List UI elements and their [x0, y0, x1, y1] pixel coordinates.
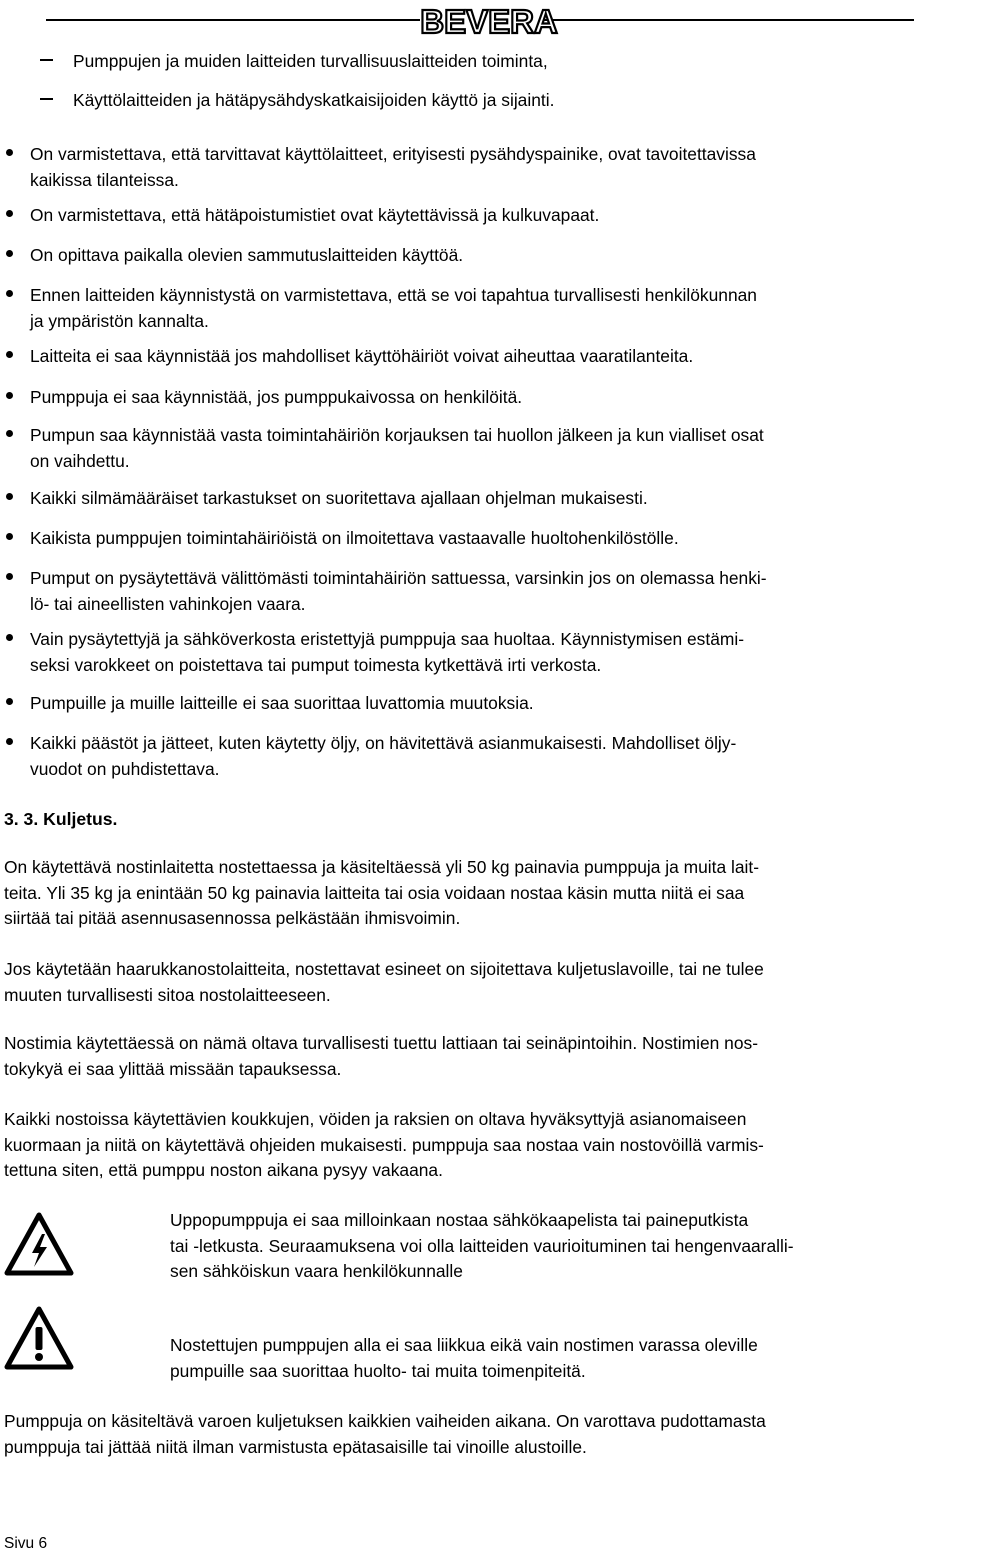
bullet-dot: [6, 533, 13, 540]
bullet-text: Kaikista pumppujen toimintahäiriöistä on ilmoitettava vastaavalle huoltohenkilöstölle.: [30, 528, 679, 548]
bullet-text: Pumppuja ei saa käynnistää, jos pumppukaivossa on henkilöitä.: [30, 387, 523, 407]
bullet-dot: [6, 634, 13, 641]
bullet-dot: [6, 738, 13, 745]
bullet-text: Ennen laitteiden käynnistystä on varmistettava, että se voi tapahtua turvallisesti henkilökunnan ja ympäristön kannalta.: [30, 285, 757, 331]
paragraph: On käytettävä nostinlaitetta nostettaessa ja käsiteltäessä yli 50 kg painavia pumppuja ja muita lait- teita. Yli 35 kg ja enintään 50 kg painavia laitteita tai osia voidaan nostaa käsin mutta niitä ei saa siirtää tai pitää asennusasennossa pelkästään ihmisvoimin.: [4, 857, 759, 928]
bullet-dot: [6, 392, 13, 399]
bullet-dot: [6, 430, 13, 437]
paragraph: Kaikki nostoissa käytettävien koukkujen, vöiden ja raksien on oltava hyväksyttyjä asianomaiseen kuormaan ja niitä on käytettävä ohjeiden mukaisesti. pumppuja saa nostaa vain nostovöillä varmis- tettuna siten, että pumppu noston aikana pysyy vakaana.: [4, 1109, 764, 1180]
electrical-hazard-icon: [4, 1212, 74, 1276]
dash-marker: [40, 59, 53, 61]
bullet-text: Laitteita ei saa käynnistää jos mahdolliset käyttöhäiriöt voivat aiheuttaa vaaratilanteita.: [30, 346, 694, 366]
header-rule-left: [46, 19, 420, 21]
section-heading: 3. 3. Kuljetus.: [4, 809, 118, 829]
paragraph: Jos käytetään haarukkanostolaitteita, nostettavat esineet on sijoitettava kuljetuslavoille, tai ne tulee muuten turvallisesti sitoa nostolaitteeseen.: [4, 959, 764, 1005]
dash-item-text: Pumppujen ja muiden laitteiden turvallisuuslaitteiden toiminta,: [73, 51, 548, 71]
bullet-dot: [6, 573, 13, 580]
bullet-dot: [6, 210, 13, 217]
bevera-logo: [420, 3, 558, 40]
bullet-text: Vain pysäytettyjä ja sähköverkosta eristettyjä pumppuja saa huoltaa. Käynnistymisen estämi- seksi varokkeet on poistettava tai pumput toimesta kytkettävä irti verkosta.: [30, 629, 745, 675]
svg-text:BEVERA: BEVERA: [420, 3, 558, 40]
final-paragraph: Pumppuja on käsiteltävä varoen kuljetuksen kaikkien vaiheiden aikana. On varottava pudottamasta pumppuja tai jättää niitä ilman varmistusta epätasaisille tai vinoille alustoille.: [4, 1411, 766, 1457]
bullet-dot: [6, 290, 13, 297]
warning-text-electrical: Uppopumppuja ei saa milloinkaan nostaa sähkökaapelista tai paineputkista tai -letkusta. Seuraamuksena voi olla laitteiden vaurioituminen tai hengenvaaralli- sen sähköiskun vaara henkilökunnalle: [170, 1210, 794, 1281]
bullet-text: On opittava paikalla olevien sammutuslaitteiden käyttöä.: [30, 245, 464, 265]
bullet-text: On varmistettava, että hätäpoistumistiet ovat käytettävissä ja kulkuvapaat.: [30, 205, 600, 225]
bullet-text: Pumpun saa käynnistää vasta toimintahäiriön korjauksen tai huollon jälkeen ja kun vialliset osat on vaihdettu.: [30, 425, 764, 471]
paragraph: Nostimia käytettäessä on nämä oltava turvallisesti tuettu lattiaan tai seinäpintoihin. Nostimien nos- tokykyä ei saa ylittää missään tapauksessa.: [4, 1033, 758, 1079]
header-rule-right: [540, 19, 914, 21]
bullet-dot: [6, 149, 13, 156]
bullet-dot: [6, 351, 13, 358]
bullet-text: Kaikki silmämääräiset tarkastukset on suoritettava ajallaan ohjelman mukaisesti.: [30, 488, 648, 508]
bullet-text: Kaikki päästöt ja jätteet, kuten käytetty öljy, on hävitettävä asianmukaisesti. Mahdolliset öljy- vuodot on puhdistettava.: [30, 733, 737, 779]
bullet-dot: [6, 250, 13, 257]
dash-marker: [40, 98, 53, 100]
bullet-text: Pumpuille ja muille laitteille ei saa suorittaa luvattomia muutoksia.: [30, 693, 534, 713]
general-warning-icon: [4, 1306, 74, 1370]
dash-item-text: Käyttölaitteiden ja hätäpysähdyskatkaisijoiden käyttö ja sijainti.: [73, 90, 555, 110]
bullet-text: Pumput on pysäytettävä välittömästi toimintahäiriön sattuessa, varsinkin jos on olemassa henki- lö- tai aineellisten vahinkojen vaara.: [30, 568, 767, 614]
bullet-dot: [6, 698, 13, 705]
page-number: Sivu 6: [4, 1535, 48, 1552]
warning-text-general: Nostettujen pumppujen alla ei saa liikkua eikä vain nostimen varassa oleville pumpuille saa suorittaa huolto- tai muita toimenpiteitä.: [170, 1335, 758, 1381]
bullet-text: On varmistettava, että tarvittavat käyttölaitteet, erityisesti pysähdyspainike, ovat tavoitettavissa kaikissa tilanteissa.: [30, 144, 756, 190]
bullet-dot: [6, 493, 13, 500]
